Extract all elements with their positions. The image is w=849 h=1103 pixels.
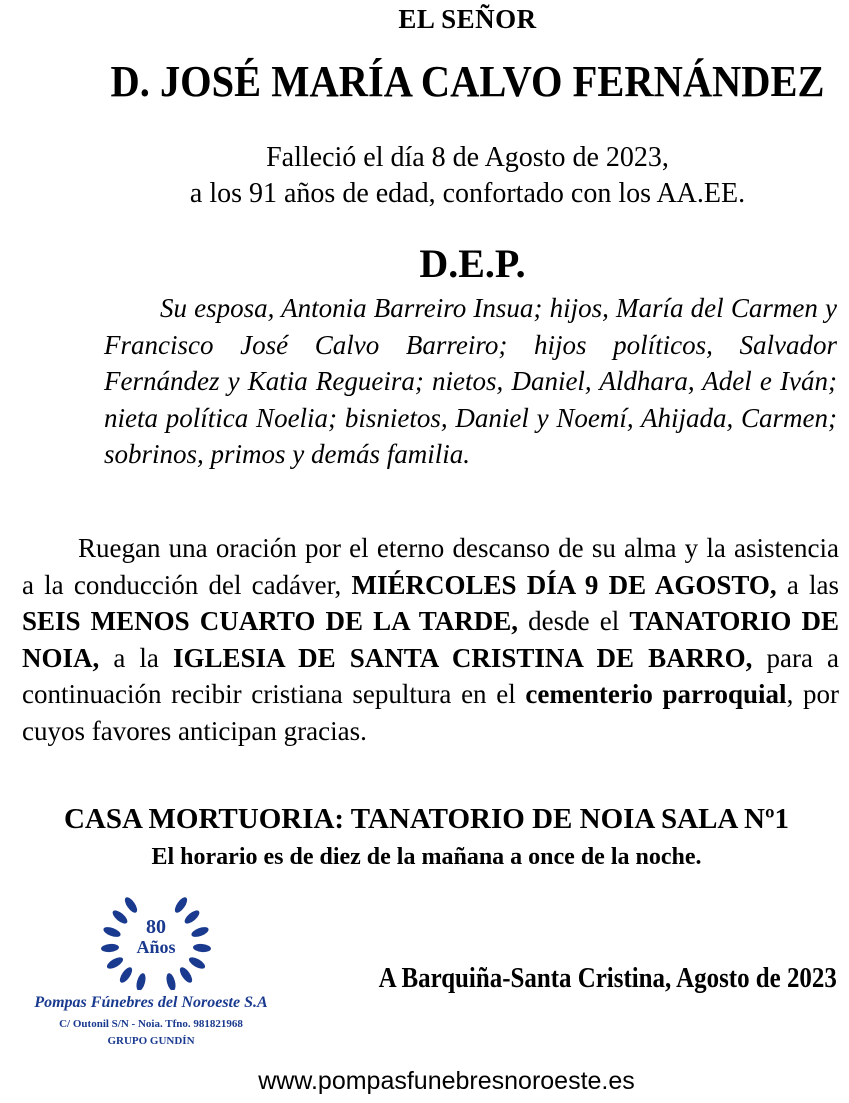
death-notice [0, 140, 849, 212]
death-date-line: Falleció el día 8 de Agosto de 2023, [266, 142, 669, 173]
service-text: a las [776, 569, 839, 600]
service-text: a la [99, 642, 174, 673]
funeral-home-logo [6, 895, 296, 1060]
header-title: EL SEÑOR [398, 4, 537, 34]
logo-address: C/ Outonil S/N - Noia. Tfno. 981821968 [59, 1018, 243, 1030]
visiting-hours: El horario es de diez de la mañana a once de la noche. [151, 844, 702, 870]
service-cemetery: cementerio parroquial [525, 679, 787, 709]
deceased-name: D. JOSÉ MARÍA CALVO FERNÁNDEZ [110, 57, 825, 106]
service-time: SEIS MENOS CUARTO DE LA TARDE, [22, 606, 519, 636]
logo-anniversary [101, 917, 211, 957]
casa-mortuoria: CASA MORTUORIA: TANATORIO DE NOIA SALA Nº1 [63, 803, 790, 835]
place-date: A Barquiña-Santa Cristina, Agosto de 2023 [378, 962, 837, 994]
dep-heading: D.E.P. [419, 241, 526, 286]
service-date: MIÉRCOLES DÍA 9 DE AGOSTO, [351, 569, 777, 600]
service-text: para a continuación recibir cristiana sepultura en el [22, 642, 839, 709]
service-text: , por cuyos favores anticipan gracias. [22, 679, 839, 746]
website-url: www.pompasfunebresnoroeste.es [258, 1067, 635, 1095]
service-origin: TANATORIO DE NOIA, [22, 606, 839, 673]
service-church: IGLESIA DE SANTA CRISTINA DE BARRO, [173, 642, 753, 673]
logo-years-number: 80 [146, 916, 166, 938]
service-paragraph [22, 530, 839, 749]
family-text: Su esposa, Antonia Barreiro Insua; hijos, María del Carmen y Francisco José Calvo Barreiro; hijos políticos, Salvador Fernández y Katia Regueira; nietos, Daniel, Aldhara, Adel e Iván; nieta política Noelia; bisnietos, Daniel y Noemí, Ahijada, Carmen; sobrinos, primos y demás familia. [104, 293, 837, 469]
death-age-line: a los 91 años de edad, confortado con los AA.EE. [189, 178, 746, 209]
service-text: desde el [518, 606, 630, 636]
service-text: Ruegan una oración por el eterno descanso de su alma y la asistencia a la conducción del cadáver, [22, 533, 839, 600]
logo-company-name: Pompas Fúnebres del Noroeste S.A [34, 994, 268, 1011]
logo-group: GRUPO GUNDÍN [107, 1035, 195, 1047]
logo-years-word: Años [136, 937, 176, 957]
family-paragraph [104, 290, 837, 473]
